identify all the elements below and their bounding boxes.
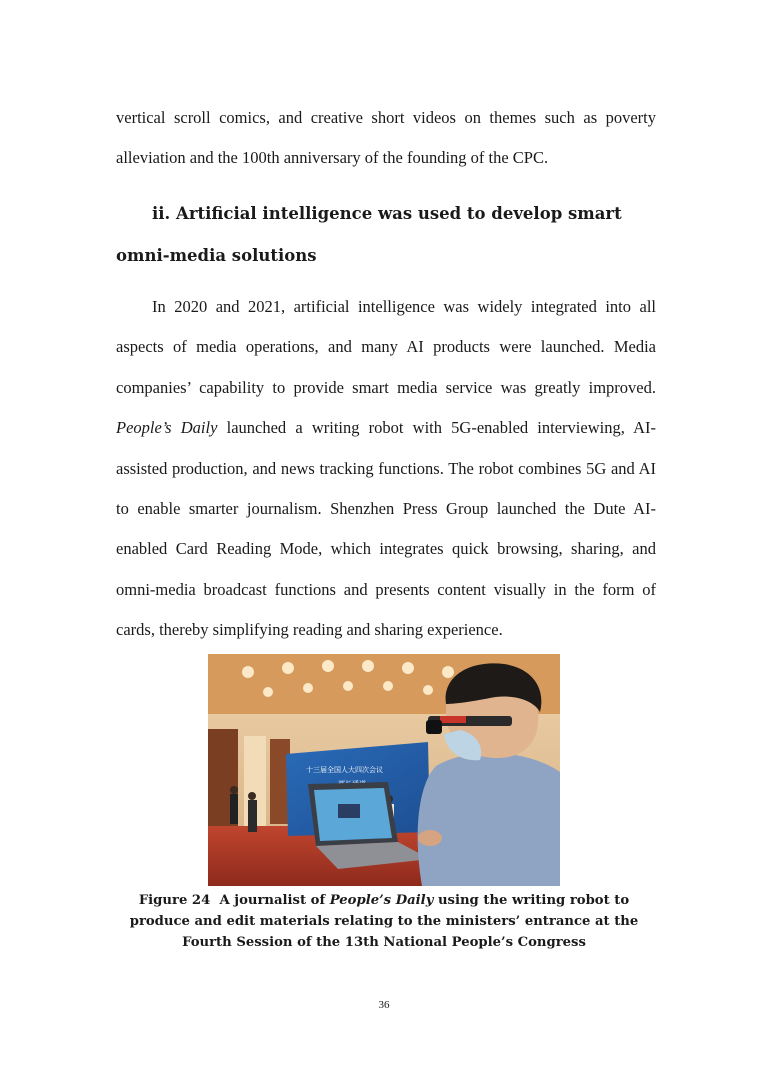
paragraph-continued: vertical scroll comics, and creative short videos on themes such as poverty alleviation and the 100th anniversary of the founding of the CPC. [116,108,656,167]
figure-caption [116,890,652,953]
paragraph-ai-end: launched a writing robot with 5G-enabled interviewing, AI-assisted production, and news tracking functions. The robot combines 5G and AI to enable smarter journalism. Shenzhen Press Group launched the Dute AI-enabled Card Reading Mode, which integrates quick browsing, sharing, and omni-media broadcast functions and presents content visually in the form of cards, thereby simplifying reading and sharing experience. [116,418,656,640]
section-heading-number: ii. [152,204,171,223]
caption-pre: A journalist of [219,893,330,908]
figure-label: Figure 24 [138,893,211,908]
banner-text-1: 十三届全国人大四次会议 [306,766,383,774]
paragraph-ai-italic: People’s Daily [116,418,218,438]
paragraph-ai-start: In 2020 and 2021, artificial intelligence was widely integrated into all aspects of media operations, and many AI products were launched. Media companies’ capability to provide smart media service was greatly improved. [116,297,656,397]
caption-italic: People’s Daily [329,893,434,908]
section-heading [116,193,656,277]
figure-photo [208,654,560,886]
page-number: 36 [378,999,390,1011]
journalist-photo-illustration [208,654,560,886]
paragraph-ai [116,287,656,651]
caption-post: using the writing robot to produce and edit materials relating to the ministers’ entrance at the Fourth Session of the 13th National People’s Congress [129,893,639,950]
section-heading-text: Artificial intelligence was used to develop smart omni-media solutions [116,204,622,265]
